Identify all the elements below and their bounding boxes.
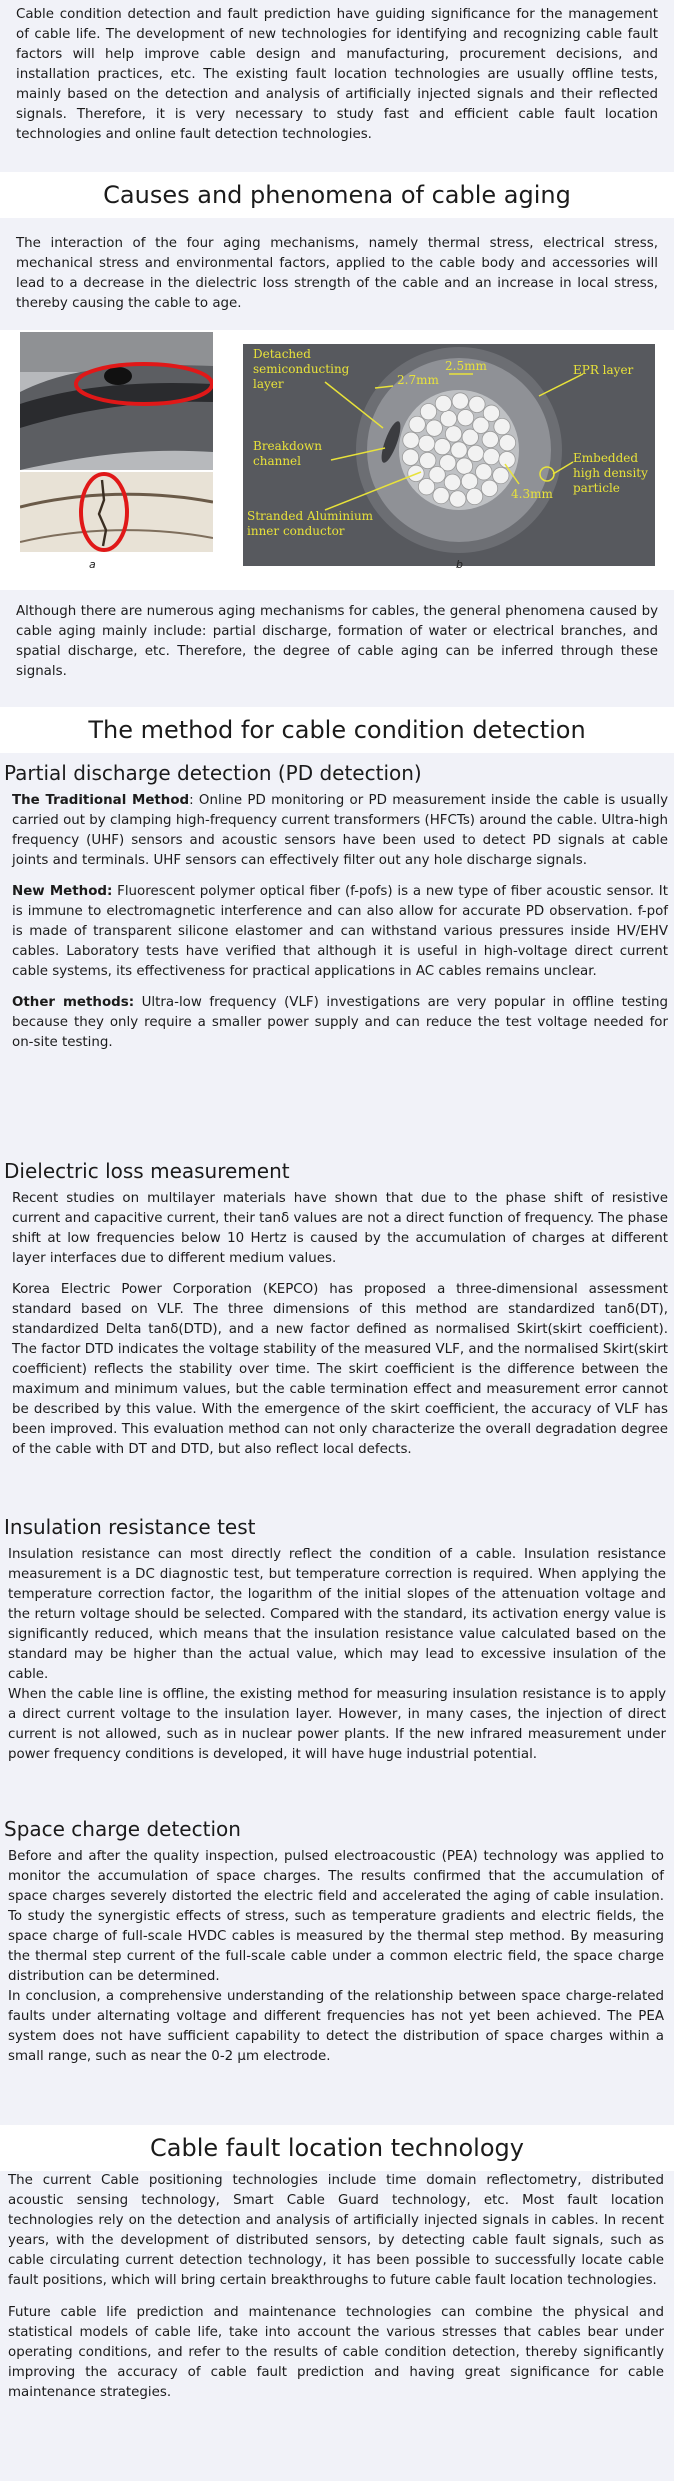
conductor-strand [418,435,434,451]
conductor-strand [418,479,434,495]
conductor-strand [403,432,419,448]
conductor-strand [481,480,497,496]
conductor-strand [426,420,442,436]
conductor-strand [440,411,456,427]
conductor-strand [420,452,436,468]
intro-section [0,0,674,172]
sc-section [0,1817,674,2064]
caption-a: a [89,558,96,571]
caption-b: b [456,558,463,571]
pd-other-text: Ultra-low frequency (VLF) investigations are very popular in offline testing because they only require a smaller power supply and can reduce the test voltage needed for on-site testing. [12,995,669,1050]
conductor-strand [451,442,467,458]
conductor-strand [456,458,472,474]
dl-heading: Dielectric loss measurement [4,1159,290,1183]
conductor-strand [452,393,468,409]
aging-section [0,218,674,707]
conductor-strand [494,418,510,434]
label-detached: Detached semiconducting layer [253,347,350,391]
conductor-strand [483,405,499,421]
conductor-strand [450,491,466,507]
pd-section [0,753,674,1159]
conductor-strand [493,467,509,483]
aging-paragraph-2: Although there are numerous aging mechanisms for cables, the general phenomena caused by cable aging mainly include: partial discharge, formation of water or electrical branches, and spatial discharge, etc. Therefore, the degree of cable aging can be inferred through these signals. [16,604,658,679]
cable-aging-figure [0,330,674,590]
pd-other-label: Other methods: [12,995,135,1010]
label-embedded: Embedded high density particle [573,451,648,495]
conductor-strand [457,409,473,425]
ir-paragraph-1: Insulation resistance can most directly reflect the condition of a cable. Insulation resistance measurement is a DC diagnostic test, but temperature correction is required. When applying the temperature correction factor, the logarithm of the initial slopes of the attenuation voltage and the return voltage should be selected. Compared with the standard, its activation energy value is significantly reduced, which means that the insulation resistance value calculated based on the standard may be higher than the actual value, which may lead to excessive insulation of the cable. [8,1547,666,1682]
label-epr: EPR layer [573,363,634,377]
conductor-strand [434,438,450,454]
label-dim-1: 2.7mm [397,373,439,387]
label-dim-2: 2.5mm [445,359,487,373]
cable-cross-section [243,344,655,566]
cable-damage-photos [20,332,213,552]
conductor-strand [433,487,449,503]
label-stranded: Stranded Aluminium inner conductor [247,509,374,538]
pd-other [0,993,674,1053]
conductor-strand [445,426,461,442]
pd-traditional-label: The Traditional Method [12,793,190,808]
aging-title: Causes and phenomena of cable aging [0,172,674,218]
sc-heading: Space charge detection [4,1817,241,1841]
dl-paragraph-1: Recent studies on multilayer materials have shown that due to the phase shift of resistive current and capacitive current, their tanδ values are not a direct function of frequency. The phase shift at low frequencies below 10 Hertz is caused by the accumulation of charges at different layer interfaces due to different medium values. [12,1191,668,1266]
ir-section [0,1507,674,1817]
method-section [0,753,674,2125]
label-dim-3: 4.3mm [511,487,553,501]
conductor-strand [483,448,499,464]
conductor-strand [499,435,515,451]
pd-new-label: New Method: [12,884,113,899]
sc-paragraph-2: In conclusion, a comprehensive understanding of the relationship between space charge-related faults under alternating voltage and different frequencies has not yet been achieved. The PEA system does not have sufficient capability to detect the distribution of space charges within a small range, such as near the 0-2 μm electrode. [8,1989,664,2064]
aging-paragraph-1: The interaction of the four aging mechanisms, namely thermal stress, electrical stress, mechanical stress and environmental factors, applied to the cable body and accessories will lead to a decrease in the dielectric loss strength of the cable and an increase in local stress, thereby causing the cable to age. [16,236,658,311]
dl-section [0,1159,674,1507]
fault-paragraph-1: The current Cable positioning technologies include time domain reflectometry, distributed acoustic sensing technology, Smart Cable Guard technology, etc. Most fault location technologies rely on the detection and analysis of artificially injected signals in cables. In recent years, with the development of distributed sensors, by detecting cable fault signals, such as cable circulating current detection technology, it has been possible to successfully locate cable fault positions, which will bring certain breakthroughs to future cable fault location technologies. [8,2173,664,2288]
conductor-strand [461,473,477,489]
fault-paragraph-2: Future cable life prediction and maintenance technologies can combine the physical and statistical models of cable life, take into account the various stresses that cables bear under operating conditions, and refer to the results of cable condition detection, thereby significantly improving the accuracy of cable fault prediction and having great significance for cable maintenance strategies. [8,2305,664,2400]
pd-traditional [0,791,674,871]
pd-heading: Partial discharge detection (PD detection) [4,761,422,785]
ir-paragraph-2: When the cable line is offline, the existing method for measuring insulation resistance is to apply a direct current voltage to the insulation layer. However, in many cases, the injection of direct current is not allowed, such as in nuclear power plants. If the new infrared measurement under power frequency conditions is developed, it will have huge industrial potential. [8,1687,666,1762]
conductor-strand [420,403,436,419]
conductor-strand [467,445,483,461]
fault-title: Cable fault location technology [0,2125,674,2171]
ir-heading: Insulation resistance test [4,1515,256,1539]
fault-section [0,2171,674,2481]
pd-traditional-text: : Online PD monitoring or PD measurement inside the cable is usually carried out by clamping high-frequency current transformers (HFCTs) around the cable. Ultra-high frequency (UHF) sensors and acoustic sensors have been used to detect PD signals at cable joints and terminals. UHF sensors can effectively filter out any hole discharge signals. [12,793,668,868]
method-title: The method for cable condition detection [0,707,674,753]
conductor-strand [444,474,460,490]
pd-new-text: Fluorescent polymer optical fiber (f-pofs) is a new type of fiber acoustic sensor. It is immune to electromagnetic interference and can also allow for accurate PD observation. f-pof is made of transparent silicone elastomer and can withstand various pressures inside HV/EHV cables. Laboratory tests have verified that although it is useful in high-voltage direct current cable systems, its effectiveness for practical applications in AC cables remains unclear. [12,884,668,979]
conductor-strand [409,416,425,432]
label-breakdown: Breakdown channel [253,439,322,468]
sc-paragraph-1: Before and after the quality inspection, pulsed electroacoustic (PEA) technology was applied to monitor the accumulation of space charges. The results confirmed that the accumulation of space charges severely distorted the electric field and accelerated the aging of cable insulation. To study the synergistic effects of stress, such as temperature gradients and electric fields, the space charge of full-scale HVDC cables is measured by the thermal step method. By measuring the thermal step current of the full-scale cable under a common electric field, the space charge distribution can be determined. [8,1849,664,1984]
intro-paragraph: Cable condition detection and fault prediction have guiding significance for the management of cable life. The development of new technologies for identifying and recognizing cable fault factors will help improve cable design and manufacturing, procurement decisions, and installation practices, etc. The existing fault location technologies are usually offline tests, mainly based on the detection and analysis of artificially injected signals and their reflected signals. Therefore, it is very necessary to study fast and efficient cable fault location technologies and online fault detection technologies. [16,7,658,142]
conductor-strand [499,452,515,468]
conductor-strand [466,488,482,504]
conductor-strand [469,396,485,412]
pd-new [0,882,674,982]
conductor-strand [482,431,498,447]
conductor-strand [402,449,418,465]
dl-paragraph-2: Korea Electric Power Corporation (KEPCO) has proposed a three-dimensional assessment standard based on VLF. The three dimensions of this method are standardized tanδ(DT), standardized Delta tanδ(DTD), and a new factor defined as normalised Skirt(skirt coefficient). The factor DTD indicates the voltage stability of the measured VLF, and the normalised Skirt(skirt coefficient) reflects the stability over time. The skirt coefficient is the difference between the maximum and minimum values, but the cable termination effect and measurement error cannot be described by this value. With the emergence of the skirt coefficient, the accuracy of VLF has been improved. This evaluation method can not only characterize the overall degradation degree of the cable with DT and DTD, but also reflect local defects. [12,1282,668,1457]
conductor-strand [476,464,492,480]
conductor-strand [435,395,451,411]
